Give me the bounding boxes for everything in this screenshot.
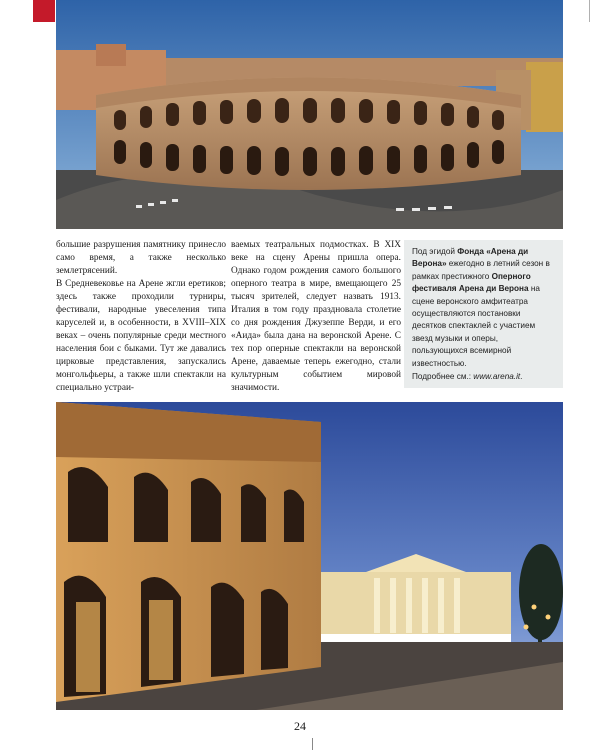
sidebar-more-info: Подробнее см.: www.arena.it.	[412, 372, 523, 382]
arena-dusk-illustration	[56, 402, 563, 710]
article-column-2	[231, 239, 401, 395]
festival-name: Оперного фестиваля Арена ди Верона	[412, 271, 531, 294]
arena-exterior-photo	[56, 0, 563, 229]
section-color-tab	[33, 0, 55, 22]
foundation-name: Фонда «Арена ди Верона»	[412, 247, 529, 269]
arena-website-link[interactable]: www.arena.it	[473, 372, 521, 382]
arena-dusk-photo	[56, 402, 563, 710]
article-paragraph: В Средневековье на Арене жгли еретиков; здесь также проходили турниры, фестивали, народные увеселения типа каруселей и, в особенности, в XVIII–XIX веках – очень популярные среди местного населения бои с быками. Тут же давались цирковые представления, запускались монгольфьеры, а также шли спектакли на специально устраи-	[56, 279, 226, 393]
crop-mark	[312, 738, 313, 750]
info-sidebar	[404, 240, 563, 388]
article-column-1	[56, 239, 226, 395]
crop-mark	[589, 0, 590, 22]
sidebar-text: Под эгидой Фонда «Арена ди Верона» ежегодно в летний сезон в рамках престижного Оперного фестиваля Арена ди Верона на сцене веронского амфитеатра осуществляются постановки десятков спектаклей с участием звезд музыки и оперы, пользующихся всемирной известностью.	[412, 247, 550, 368]
page-number: 24	[294, 719, 306, 733]
article-paragraph: ваемых театральных подмостках. В XIX веке на сцену Арены пришла опера. Однако годом рождения самого большого оперного театра в мире, вмещающего 25 тысяч зрителей, следует назвать 1913. Италия в том году праздновала столетие со дня рождения Джузеппе Верди, и его «Аида» была дана на веронской Арене. С тех пор оперные спектакли на веронской Арене, даваемые теперь ежегодно, стали культурным событием мировой значимости.	[231, 240, 401, 393]
article-paragraph: большие разрушения памятнику принесло само время, а также несколько землетрясений.	[56, 240, 226, 276]
arena-exterior-illustration	[56, 0, 563, 229]
